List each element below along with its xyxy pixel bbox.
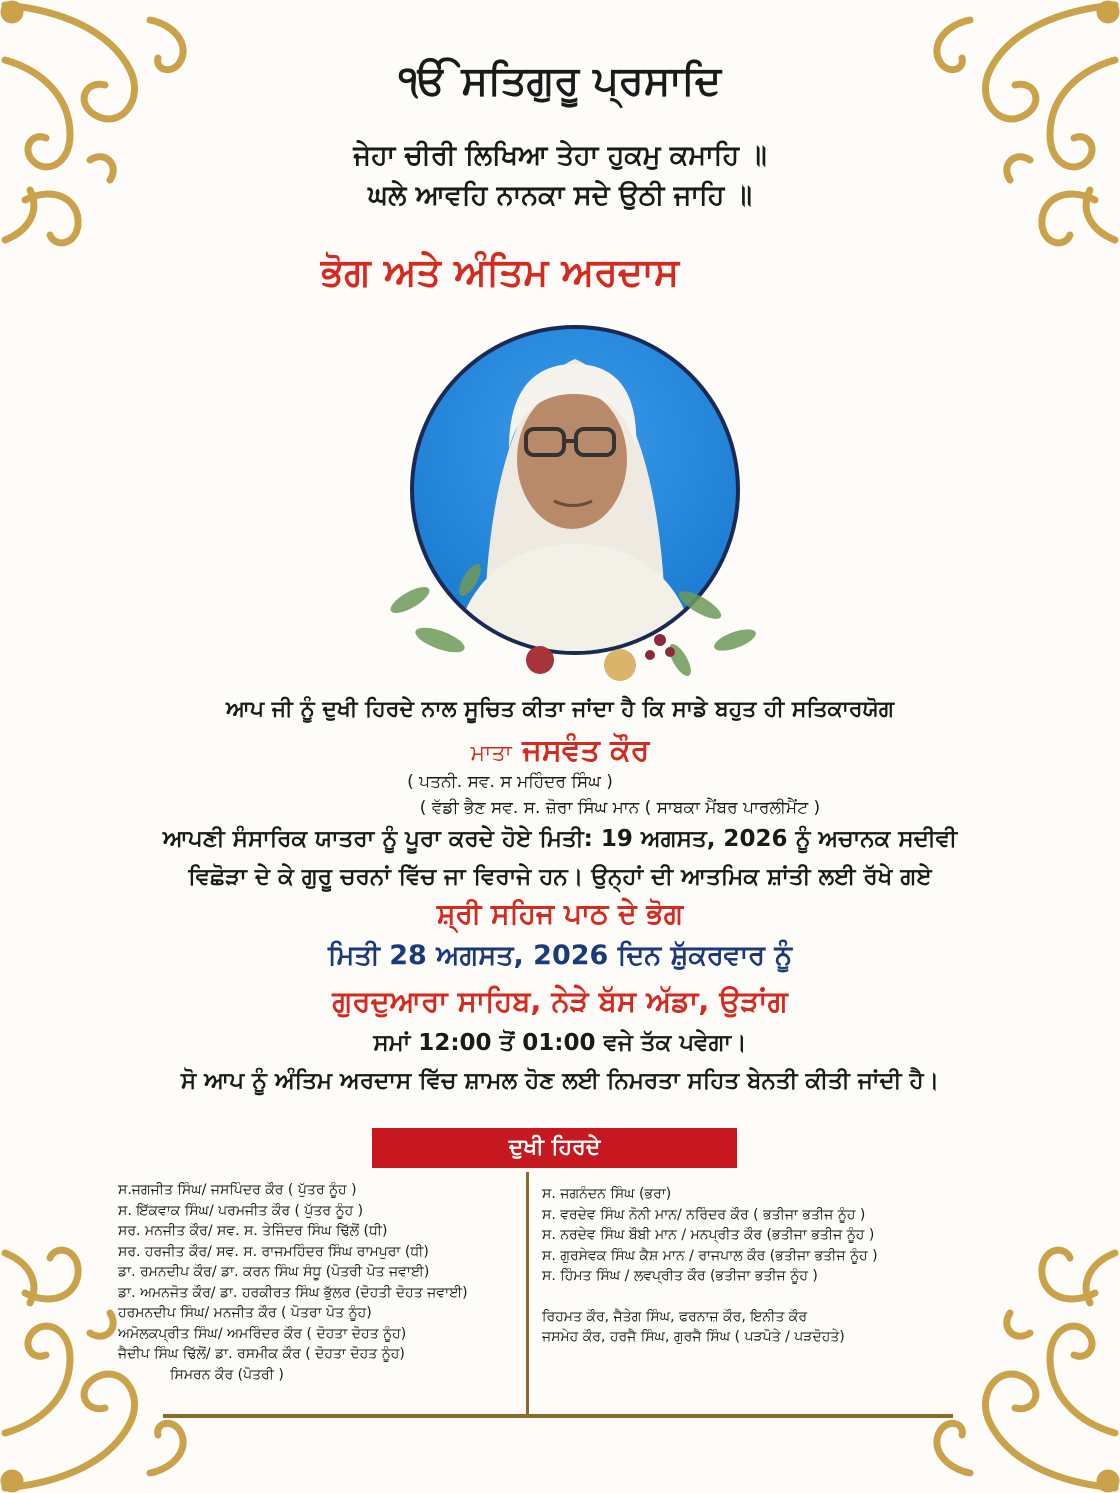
body-text-line-1: ਆਪਣੀ ਸੰਸਾਰਿਕ ਯਾਤਰਾ ਨੂੰ ਪੂਰਾ ਕਰਦੇ ਹੋਏ ਮਿਤੀ: 19 ਅਗਸਤ, 2026 ਨੂੰ ਅਚਾਨਕ ਸਦੀਵੀ: [162, 826, 958, 852]
list-item: ਸਰ. ਹਰਜੀਤ ਕੌਰ/ ਸਵ. ਸ. ਰਾਜਮਹਿੰਦਰ ਸਿੰਘ ਰਾਮਪੁਰਾ (ਧੀ): [118, 1243, 429, 1260]
time: ਸਮਾਂ 12:00 ਤੋਂ 01:00 ਵਜੇ ਤੱਕ ਪਵੇਗਾ।: [373, 1030, 747, 1056]
mourners-banner: ਦੁਖੀ ਹਿਰਦੇ: [372, 1128, 737, 1168]
list-item: ਸ. ਹਿੰਮਤ ਸਿੰਘ / ਲਵਪ੍ਰੀਤ ਕੌਰ (ਭਤੀਜਾ ਭਤੀਜ ਨੂੰਹ ): [542, 1268, 818, 1284]
list-item: ਸ. ਜਗਨੰਦਨ ਸਿੰਘ (ਭਰਾ): [542, 1186, 672, 1202]
list-item: ਸਿਮਰਨ ਕੌਰ (ਪੋਤਰੀ ): [170, 1366, 284, 1383]
list-item: ਸਰ. ਮਨਜੀਤ ਕੌਰ/ ਸਵ. ਸ. ਤੇਜਿੰਦਰ ਸਿੰਘ ਢਿੱਲੋਂ (ਧੀ): [118, 1223, 388, 1239]
intro-text: ਆਪ ਜੀ ਨੂੰ ਦੁਖੀ ਹਿਰਦੇ ਨਾਲ ਸੂਚਿਤ ਕੀਤਾ ਜਾਂਦਾ ਹੈ ਕਿ ਸਾਡੇ ਬਹੁਤ ਹੀ ਸਤਿਕਾਰਯੋਗ: [225, 697, 895, 722]
list-spacer: [542, 1287, 942, 1307]
mourners-list-left: [118, 1180, 523, 1385]
corner-ornament-top-right: [900, 0, 1120, 250]
list-item: ਜਸਮੇਹ ਕੌਰ, ਹਰਜੈ ਸਿੰਘ, ਗੁਰਜੈ ਸਿੰਘ ( ਪੜਪੋਤੇ / ਪੜਦੋਹਤੇ): [542, 1329, 845, 1345]
gurbani-verse-line-2: ਘਲੇ ਆਵਹਿ ਨਾਨਕਾ ਸਦੇ ਉਠੀ ਜਾਹਿ ॥: [368, 180, 752, 211]
list-item: ਅਮੋਲਕਪ੍ਰੀਤ ਸਿੰਘ/ ਅਮਰਿੰਦਰ ਕੌਰ ( ਦੋਹਤਾ ਦੋਹਤ ਨੂੰਹ): [118, 1325, 407, 1342]
list-item: ਸ. ਇੱਕਵਾਕ ਸਿੰਘ/ ਪਰਮਜੀਤ ਕੌਰ ( ਪੁੱਤਰ ਨੂੰਹ ): [118, 1202, 364, 1219]
mourners-list-right: [542, 1184, 942, 1348]
deceased-name: ਜਸਵੰਤ ਕੌਰ: [522, 733, 650, 768]
list-item: ਸ. ਨਰਦੇਵ ਸਿੰਘ ਬੌਬੀ ਮਾਨ / ਮਨਪ੍ਰੀਤ ਕੌਰ (ਭਤੀਜਾ ਭਤੀਜ ਨੂੰਹ ): [542, 1227, 875, 1243]
list-item: ਡਾ. ਰਮਨਦੀਪ ਕੌਰ/ ਡਾ. ਕਰਨ ਸਿੰਘ ਸੰਧੂ (ਪੋਤਰੀ ਪੋਤ ਜਵਾਈ): [118, 1264, 430, 1280]
deceased-name-line: [0, 733, 1120, 768]
corner-ornament-top-left: [0, 0, 220, 250]
relation-line-2: ( ਵੱਡੀ ਭੈਣ ਸਵ. ਸ. ਜ਼ੋਰਾ ਸਿੰਘ ਮਾਨ ( ਸਾਬਕਾ ਮੈਂਬਰ ਪਾਰਲੀਮੈਂਟ ): [419, 798, 821, 818]
bhog-heading: ਭੋਗ ਅਤੇ ਅੰਤਿਮ ਅਰਦਾਸ: [320, 250, 680, 294]
column-divider: [526, 1172, 529, 1418]
list-item: ਹਰਮਨਦੀਪ ਸਿੰਘ/ ਮਨਜੀਤ ਕੌਰ ( ਪੋਤਰਾ ਪੋਤ ਨੂੰਹ): [118, 1305, 372, 1321]
bhog-date: ਮਿਤੀ 28 ਅਗਸਤ, 2026 ਦਿਨ ਸ਼ੁੱਕਰਵਾਰ ਨੂੰ: [327, 940, 792, 971]
list-item: ਸ. ਗੁਰਸੇਵਕ ਸਿੰਘ ਕੈਸ਼ ਮਾਨ / ਰਾਜਪਾਲ ਕੌਰ (ਭਤੀਜਾ ਭਤੀਜ ਨੂੰਹ ): [542, 1247, 878, 1264]
venue: ਗੁਰਦੁਆਰਾ ਸਾਹਿਬ, ਨੇੜੇ ਬੱਸ ਅੱਡਾ, ਉੜਾਂਗ: [332, 984, 788, 1018]
list-item: ਸ.ਜਗਜੀਤ ਸਿੰਘ/ ਜਸਪਿੰਦਰ ਕੌਰ ( ਪੁੱਤਰ ਨੂੰਹ ): [118, 1182, 357, 1198]
bottom-divider: [163, 1414, 953, 1418]
list-item: ਰਿਹਮਤ ਕੌਰ, ਜੈਤੇਗ ਸਿੰਘ, ਫਰਨਾਜ਼ ਕੌਰ, ਇਨੀਤ ਕੌਰ: [542, 1308, 808, 1325]
relation-line-1: ( ਪਤਨੀ. ਸਵ. ਸ ਮਹਿੰਦਰ ਸਿੰਘ ): [407, 772, 613, 792]
title-prefix: ਮਾਤਾ: [470, 741, 512, 766]
request-text: ਸੋ ਆਪ ਨੂੰ ਅੰਤਿਮ ਅਰਦਾਸ ਵਿੱਚ ਸ਼ਾਮਲ ਹੋਣ ਲਈ ਨਿਮਰਤਾ ਸਹਿਤ ਬੇਨਤੀ ਕੀਤੀ ਜਾਂਦੀ ਹੈ।: [180, 1068, 940, 1094]
sahaj-path-bhog: ਸ਼੍ਰੀ ਸਹਿਜ ਪਾਠ ਦੇ ਭੋਗ: [436, 897, 684, 930]
list-item: ਜੈਦੀਪ ਸਿੰਘ ਢਿੱਲੋਂ/ ਡਾ. ਰਸਮੀਕ ਕੌਰ ( ਦੋਹਤਾ ਦੋਹਤ ਨੂੰਹ): [118, 1346, 405, 1362]
list-item: ਸ. ਵਰਦੇਵ ਸਿੰਘ ਨੋਨੀ ਮਾਨ/ ਨਰਿੰਦਰ ਕੌਰ ( ਭਤੀਜਾ ਭਤੀਜ ਨੂੰਹ ): [542, 1206, 866, 1223]
body-text-line-2: ਵਿਛੋੜਾ ਦੇ ਕੇ ਗੁਰੂ ਚਰਨਾਂ ਵਿੱਚ ਜਾ ਵਿਰਾਜੇ ਹਨ। ਉਨ੍ਹਾਂ ਦੀ ਆਤਮਿਕ ਸ਼ਾਂਤੀ ਲਈ ਰੱਖੇ ਗਏ: [188, 864, 932, 890]
list-item: ਡਾ. ਅਮਨਜੋਤ ਕੌਰ/ ਡਾ. ਹਰਕੀਰਤ ਸਿੰਘ ਭੁੱਲਰ (ਦੋਹਤੀ ਦੋਹਤ ਜਵਾਈ): [118, 1284, 468, 1301]
floral-decoration: [380, 560, 770, 690]
mool-mantar-title: ੴ ਸਤਿਗੁਰੂ ਪ੍ਰਸਾਦਿ: [398, 58, 722, 104]
gurbani-verse-line-1: ਜੇਹਾ ਚੀਰੀ ਲਿਖਿਆ ਤੇਹਾ ਹੁਕਮੁ ਕਮਾਹਿ ॥: [353, 140, 767, 171]
